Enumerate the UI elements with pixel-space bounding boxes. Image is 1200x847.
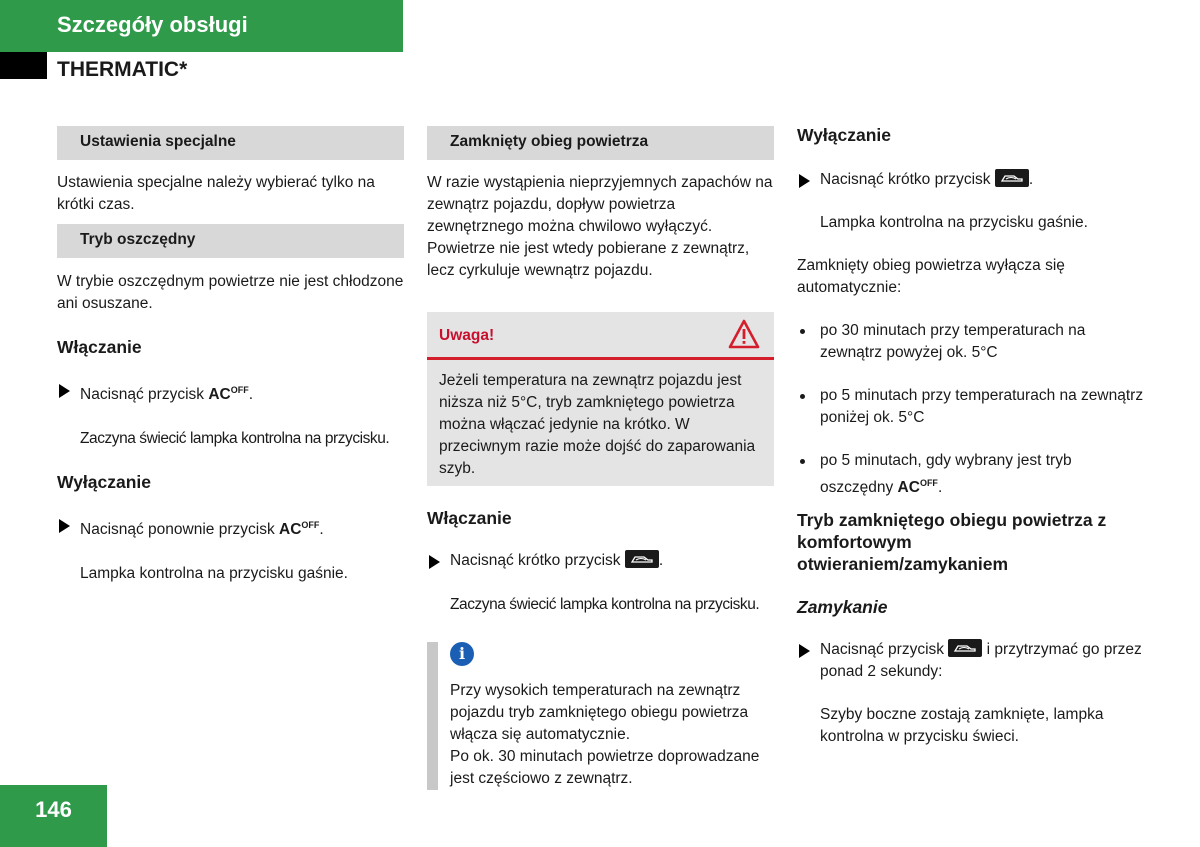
recirculation-button-icon bbox=[625, 550, 659, 568]
page-number: 146 bbox=[0, 785, 107, 847]
switch-on-result: Zaczyna świecić lampka kontrolna na przycisku. bbox=[450, 596, 760, 613]
list-item: po 30 minutach przy temperaturach na zewnątrz powyżej ok. 5°C bbox=[797, 320, 1144, 364]
page-title: THERMATIC* bbox=[57, 58, 188, 81]
closing-result: Szyby boczne zostają zamknięte, lampka kontrolna w przycisku świeci. bbox=[820, 706, 1104, 746]
info-box bbox=[427, 642, 774, 790]
switch-off-step: Nacisnąć ponownie przycisk $AC^{OFF}$. bbox=[57, 514, 404, 541]
switch-off-result: Lampka kontrolna na przycisku gaśnie. bbox=[820, 214, 1088, 231]
arrow-right-icon bbox=[799, 174, 810, 188]
switch-on-heading: Włączanie bbox=[427, 508, 512, 528]
eco-mode-heading: Tryb oszczędny bbox=[57, 224, 404, 258]
column-3 bbox=[797, 124, 1144, 748]
closing-heading: Zamykanie bbox=[797, 597, 888, 618]
warning-triangle-icon bbox=[728, 319, 760, 349]
ac-off-button-label: $AC^{OFF}$ bbox=[279, 520, 320, 539]
bullet-dot bbox=[800, 329, 805, 334]
column-1 bbox=[57, 126, 404, 585]
switch-on-result: Zaczyna świecić lampka kontrolna na przycisku. bbox=[80, 430, 390, 448]
recirculation-button-icon bbox=[995, 169, 1029, 187]
ac-off-button-label: $AC^{OFF}$ bbox=[897, 478, 938, 497]
warning-title: Uwaga! bbox=[439, 327, 495, 344]
arrow-right-icon bbox=[59, 384, 70, 398]
special-settings-heading: Ustawienia specjalne bbox=[57, 126, 404, 160]
info-icon: i bbox=[450, 642, 474, 666]
arrow-right-icon bbox=[429, 555, 440, 569]
switch-on-step: Nacisnąć przycisk $AC^{OFF}$. bbox=[57, 379, 404, 406]
special-settings-text: Ustawienia specjalne należy wybierać tylko na krótki czas. bbox=[57, 174, 375, 213]
list-item: po 5 minutach, gdy wybrany jest tryb oszczędny $AC^{OFF}$. bbox=[797, 450, 1144, 499]
auto-off-text: Zamknięty obieg powietrza wyłącza się automatycznie: bbox=[797, 257, 1065, 296]
closing-step bbox=[797, 639, 1144, 683]
arrow-right-icon bbox=[59, 519, 70, 533]
step-text: Nacisnąć przycisk bbox=[820, 641, 945, 659]
column-2 bbox=[427, 126, 774, 790]
step-text: Nacisnąć ponownie przycisk bbox=[80, 521, 275, 539]
switch-on-heading: Włączanie bbox=[57, 337, 142, 357]
section-tab: Szczegóły obsługi bbox=[0, 0, 403, 52]
list-item: po 5 minutach przy temperaturach na zewnątrz poniżej ok. 5°C bbox=[797, 385, 1144, 429]
bullet-dot bbox=[800, 394, 805, 399]
info-text-2: Po ok. 30 minutach powietrze doprowadzane jest częściowo z zewnątrz. bbox=[450, 748, 760, 787]
arrow-right-icon bbox=[799, 644, 810, 658]
warning-header bbox=[427, 312, 774, 360]
recirculation-text: W razie wystąpienia nieprzyjemnych zapachów na zewnątrz pojazdu, dopływ powietrza zewnętrznego można chwilowo wyłączyć. Powietrze nie jest wtedy pobierane z zewnątrz, lecz cyrkuluje wewnątrz pojazdu. bbox=[427, 174, 773, 279]
step-text: Nacisnąć krótko przycisk bbox=[450, 552, 621, 569]
recirculation-button-icon bbox=[948, 639, 982, 657]
step-text: i przytrzymać go przez ponad 2 sekundy: bbox=[820, 641, 1142, 681]
eco-mode-text: W trybie oszczędnym powietrze nie jest chłodzone ani osuszane. bbox=[57, 273, 404, 312]
step-text: Nacisnąć krótko przycisk bbox=[820, 171, 991, 188]
info-bar bbox=[427, 642, 438, 790]
bullet-dot bbox=[800, 459, 805, 464]
warning-box bbox=[427, 312, 774, 486]
comfort-mode-heading: Tryb zamkniętego obiegu powietrza z komfortowym otwieraniem/zamykaniem bbox=[797, 510, 1107, 575]
step-text: Nacisnąć przycisk bbox=[80, 386, 205, 404]
switch-off-step: Nacisnąć krótko przycisk . bbox=[797, 169, 1144, 191]
switch-off-result: Lampka kontrolna na przycisku gaśnie. bbox=[80, 565, 348, 583]
recirculation-heading: Zamknięty obieg powietrza bbox=[427, 126, 774, 160]
switch-off-heading: Wyłączanie bbox=[797, 125, 892, 145]
switch-on-step: Nacisnąć krótko przycisk . bbox=[427, 550, 774, 572]
info-text-1: Przy wysokich temperaturach na zewnątrz pojazdu tryb zamkniętego obiegu powietrza włącza się automatycznie. bbox=[450, 682, 749, 743]
ac-off-button-label: $AC^{OFF}$ bbox=[208, 385, 249, 404]
black-marker bbox=[0, 52, 47, 79]
warning-text: Jeżeli temperatura na zewnątrz pojazdu jest niższa niż 5°C, tryb zamkniętego powietrza można włączać jedynie na krótko. W przeciwnym razie może dojść do zaparowania szyb. bbox=[439, 372, 756, 477]
switch-off-heading: Wyłączanie bbox=[57, 472, 152, 493]
